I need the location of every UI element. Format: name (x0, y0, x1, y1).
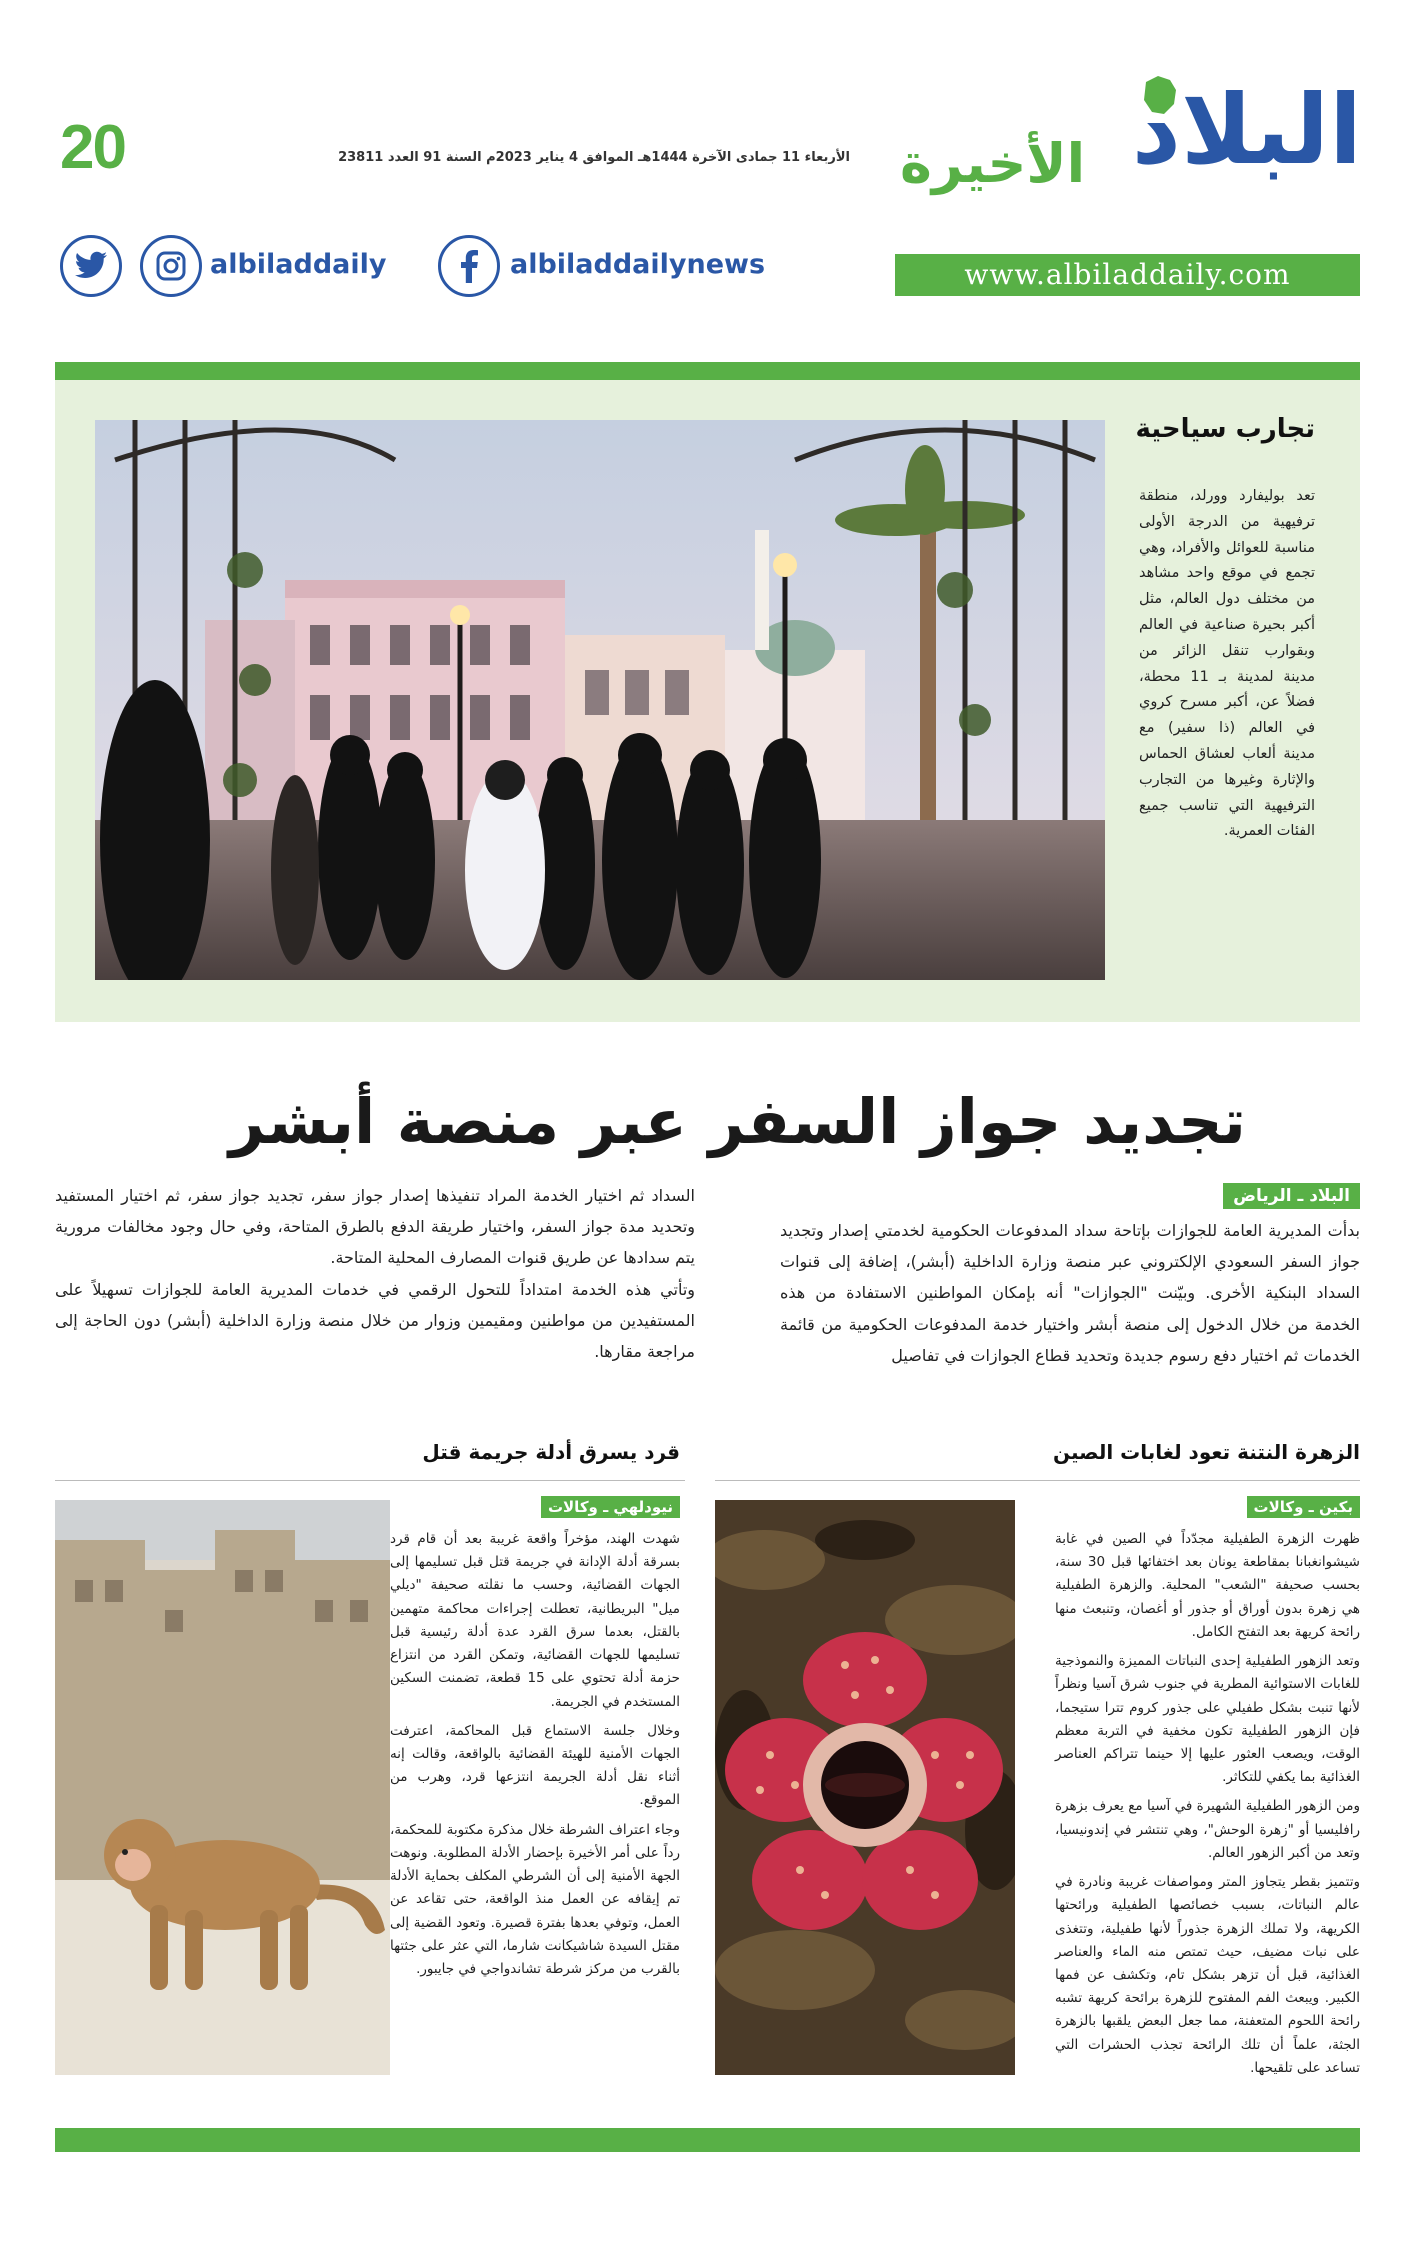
website-url[interactable]: www.albiladdaily.com (895, 254, 1360, 296)
main-article-column-right: بدأت المديرية العامة للجوازات بإتاحة سداد المدفوعات الحكومية لخدمتي إصدار وتجديد جواز السفر السعودي الإلكتروني عبر منصة وزارة الداخلية (أبشر)، إضافة إلى قنوات السداد البنكية الأخرى. وبيّنت "الجوازات" أنه بإمكان المواطنين الاستفادة من هذه الخدمة من خلال الدخول إلى منصة أبشر واختيار خدمة المدفوعات الحكومية من قائمة الخدمات ثم اختيار دفع رسوم جديدة وتحديد قطاع الجوازات في تفاصيل (780, 1221, 1360, 1365)
main-headline: تجديد جواز السفر عبر منصة أبشر (229, 1085, 1246, 1158)
monkey-paragraph: وخلال جلسة الاستماع قبل المحاكمة، اعترفت الجهات الأمنية للهيئة القضائية بالواقعة، وقالت إنه أثناء نقل أدلة الجريمة انتزعها قرد، وهرب من الموقع. (390, 1722, 680, 1809)
flower-paragraph: ظهرت الزهرة الطفيلية مجدّداً في الصين في غابة شيشوانغبانا بمقاطعة يونان بعد اختفائها قبل 30 سنة، بحسب صحيفة "الشعب" المحلية. والزهرة الطفيلية هي زهرة بدون أوراق أو جذور أو أغصان، وتنبعث منها رائحة كريهة بعد التفتح الكامل. (1055, 1531, 1360, 1640)
facebook-icon[interactable] (438, 235, 500, 297)
tourism-text: تعد بوليفارد وورلد، منطقة ترفيهية من الدرجة الأولى مناسبة للعوائل والأفراد، وهي تجمع في موقع واحد مشاهد من مختلف دول العالم، مثل أكبر بحيرة صناعية في العالم وبقوارب تنقل الزائر من مدينة لمدينة بـ 11 محطة، فضلاً عن، أكبر مسرح كروي في العالم (ذا سفير) مع مدينة ألعاب لعشاق الحماس والإثارة وغيرها من التجارب الترفيهية التي تناسب جميع الفئات العمرية. (1139, 488, 1315, 840)
flower-paragraph: ومن الزهور الطفيلية الشهيرة في آسيا مع يعرف بزهرة رافليسيا أو "زهرة الوحش"، وهي تنتشر في إندونيسيا، وتعد من أكبر الزهور العالم. (1055, 1798, 1360, 1861)
monkey-article-rule (55, 1480, 685, 1481)
boulevard-world-photo (95, 420, 1105, 980)
flower-article-title: الزهرة النتنة تعود لغابات الصين (1052, 1440, 1360, 1464)
tourism-box (55, 362, 1360, 1022)
facebook-handle[interactable]: albiladdailynews (510, 249, 766, 280)
monkey-photo (55, 1500, 390, 2075)
newspaper-logo[interactable] (880, 74, 1370, 222)
monkey-article-title: قرد يسرق أدلة جريمة قتل (422, 1440, 680, 1464)
flower-article-body (1055, 1528, 1360, 2080)
flower-article-rule (715, 1480, 1360, 1481)
tourism-title: تجارب سياحية (1135, 414, 1315, 444)
monkey-paragraph: شهدت الهند، مؤخراً واقعة غريبة بعد أن قام قرد بسرقة أدلة الإدانة في جريمة قتل قبل تسليمها إلى الجهات القضائية، وحسب ما نقلته صحيفة "ديلي ميل" البريطانية، تعطلت إجراءات محاكمة متهمين بالقتل، بعدما سرق القرد عدة أدلة رئيسية قبل تسليمها للجهات القضائية، وتمكن القرد من انتزاع حزمة أدلة تحتوي على 15 قطعة، تضمنت السكين المستخدم في الجريمة. (390, 1531, 680, 1710)
main-byline: البلاد ـ الرياض (1223, 1183, 1360, 1209)
flower-paragraph: وتتميز بقطر يتجاوز المتر ومواصفات غريبة ونادرة في عالم النباتات، بسبب خصائصها الطفيلية ورائحتها الكريهة، ولا تملك الزهرة جذوراً لأنها طفيلية، وتتغذى على نبات مضيف، حيث تمتص منه الماء والعناصر الغذائية، قبل أن تزهر بشكل تام، وتكشف عن فمها الكبير. ويبعث الفم المفتوح للزهرة برائحة كريهة تشبه رائحة اللحوم المتعفنة، مما جعل البعض يلقبها بالزهرة الجثة، علماً أن تلك الرائحة تجذب الحشرات التي تساعد على تلقيحها. (1055, 1874, 1360, 2076)
main-article-paragraph: السداد ثم اختيار الخدمة المراد تنفيذها إصدار جواز سفر، تجديد جواز سفر، ثم اختيار المستفيد وتحديد مدة جواز السفر، واختيار طريقة الدفع بالطرق المتاحة، وفي حال وجود مخالفات مرورية يتم سدادها عن طريق قنوات المصارف المحلية المتاحة. (55, 1186, 695, 1268)
twitter-icon[interactable] (60, 235, 122, 297)
twitter-handle[interactable]: albiladdaily (210, 249, 387, 280)
flower-paragraph: وتعد الزهور الطفيلية إحدى النباتات المميزة والنموذجية للغابات الاستوائية المطرية في جنوب شرق آسيا ونظراً لأنها تنبت بشكل طفيلي على جذور كروم تترا ستيجما، فإن الزهور الطفيلية تكون مخفية في التربة معظم الوقت، ويصعب العثور عليها إلا حينما تتراكم العناصر الغذائية بما يكفي للتكاثر. (1055, 1653, 1360, 1786)
logo-wordmark: البلاد (1131, 74, 1362, 186)
flower-article-byline: بكين ـ وكالات (1247, 1496, 1360, 1518)
monkey-paragraph: وجاء اعتراف الشرطة خلال مذكرة مكتوبة للمحكمة، رداً على أمر الأخيرة بإحضار الأدلة المطلوبة. ونوهت الجهة الأمنية إلى أن الشرطي المكلف بحماية الأدلة تم إيقافه عن العمل منذ الواقعة، حتى تقاعد عن العمل، وتوفي بعدها بفترة قصيرة. وتعود القضية إلى مقتل السيدة شاشيكانت شارما، التي عثر على جثتها بالقرب من مركز شرطة تشاندواجي في جايبور. (390, 1821, 680, 1977)
page-number: 20 (60, 113, 125, 182)
corpse-flower-photo (715, 1500, 1015, 2075)
monkey-article-body (390, 1528, 680, 1981)
monkey-article-byline: نيودلهي ـ وكالات (541, 1496, 680, 1518)
main-article-paragraph: وتأتي هذه الخدمة امتداداً للتحول الرقمي في خدمات المديرية العامة للجوازات تسهيلاً على المستفيدين من مواطنين ومقيمين وزوار من خلال منصة وزارة الداخلية (أبشر) دون الحاجة إلى مراجعة مقارها. (55, 1279, 695, 1361)
tourism-top-bar (55, 362, 1360, 380)
dateline: الأربعاء 11 جمادى الآخرة 1444هـ الموافق 4 يناير 2023م السنة 91 العدد 23811 (338, 150, 850, 165)
section-name: الأخيرة (900, 132, 1086, 195)
social-links (60, 235, 820, 299)
bottom-bar (55, 2128, 1360, 2152)
instagram-icon[interactable] (140, 235, 202, 297)
main-article-column-left (55, 1180, 695, 1367)
